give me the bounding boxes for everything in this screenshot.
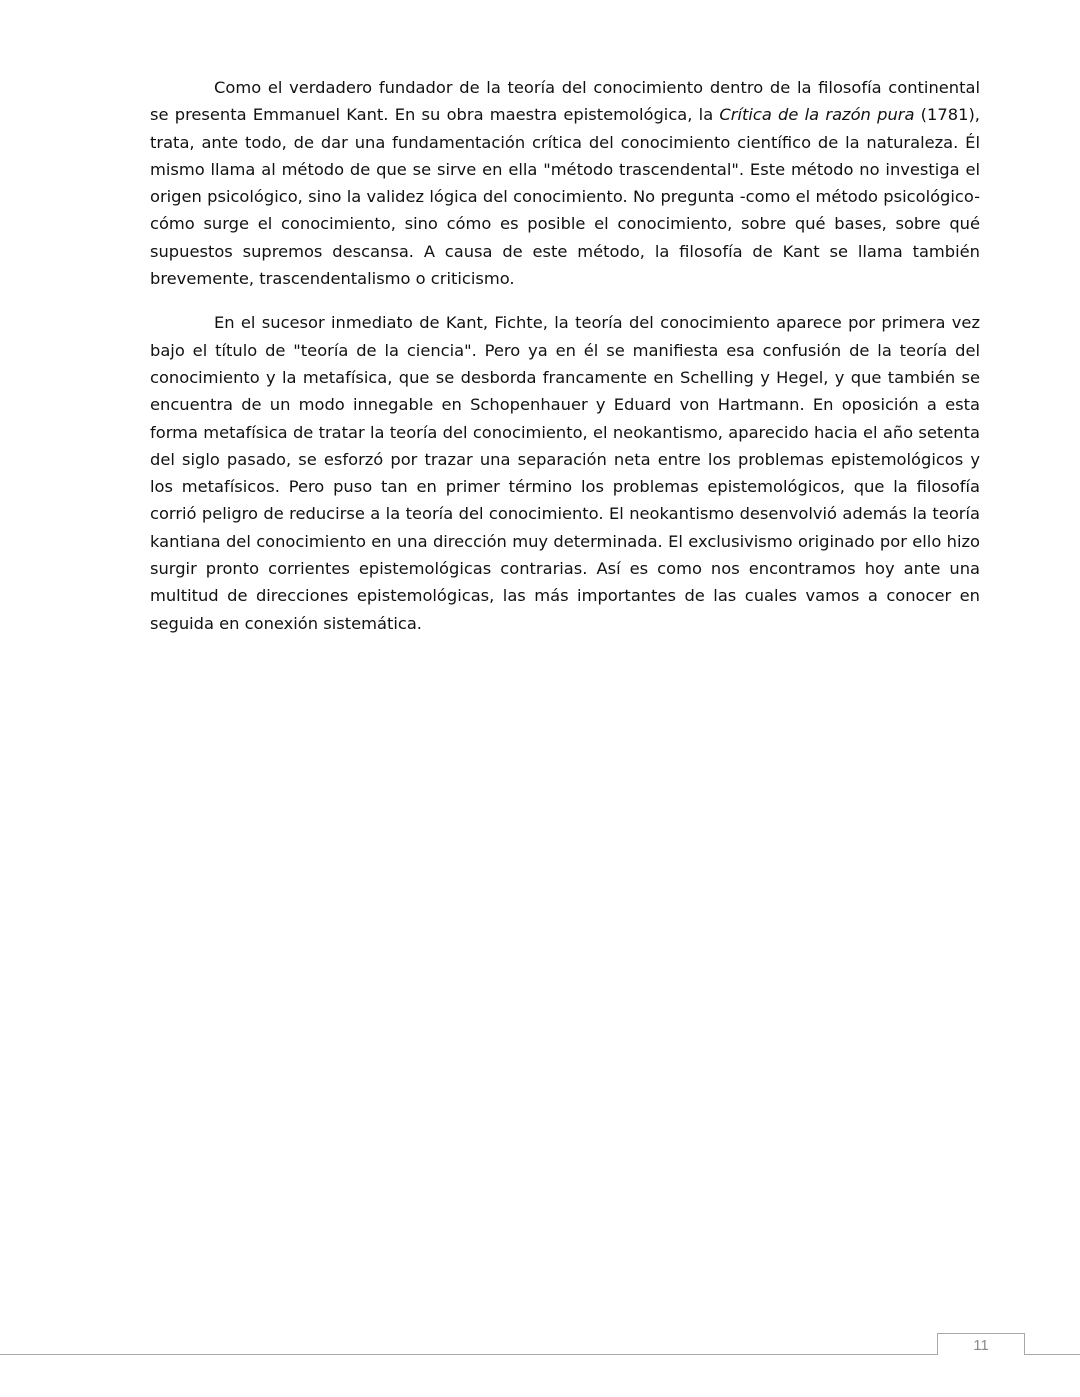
paragraph-kant-text-end: (1781), trata, ante todo, de dar una fundamentación crítica del conocimiento científico de la naturaleza. Él mismo llama al método de que se sirve en ella "método trascendental". Este método no investiga el origen psicológico, sino la validez lógica del conocimiento. No pregunta -como el método psicológico- cómo surge el conocimiento, sino cómo es posible el conocimiento, sobre qué bases, sobre qué supuestos supremos descansa. A causa de este método, la filosofía de Kant se llama también brevemente, trascendentalismo o criticismo. xyxy=(150,105,980,289)
paragraph-kant-text-start: Como el verdadero fundador de la teoría del conocimiento dentro de la filosofía continental se presenta Emmanuel Kant. En su obra maestra epistemológica, la xyxy=(150,78,980,125)
document-body xyxy=(150,74,980,654)
paragraph-fichte: En el sucesor inmediato de Kant, Fichte, la teoría del conocimiento aparece por primera vez bajo el título de "teoría de la ciencia". Pero ya en él se manifiesta esa confusión de la teoría del conocimiento y la metafísica, que se desborda francamente en Schelling y Hegel, y que también se encuentra de un modo innegable en Schopenhauer y Eduard von Hartmann. En oposición a esta forma metafísica de tratar la teoría del conocimiento, el neokantismo, aparecido hacia el año setenta del siglo pasado, se esforzó por trazar una separación neta entre los problemas epistemológicos y los metafísicos. Pero puso tan en primer término los problemas epistemológicos, que la filosofía corrió peligro de reducirse a la teoría del conocimiento. El neokantismo desenvolvió además la teoría kantiana del conocimiento en una dirección muy determinada. El exclusivismo originado por ello hizo surgir pronto corrientes epistemológicas contrarias. Así es como nos encontramos hoy ante una multitud de direcciones epistemológicas, las más importantes de las cuales vamos a conocer en seguida en conexión sistemática. xyxy=(150,313,980,633)
footer-rule xyxy=(0,1354,1080,1355)
page-number: 11 xyxy=(937,1333,1025,1355)
paragraph-kant xyxy=(150,74,980,292)
book-title-critica: Crítica de la razón pura xyxy=(719,105,915,125)
